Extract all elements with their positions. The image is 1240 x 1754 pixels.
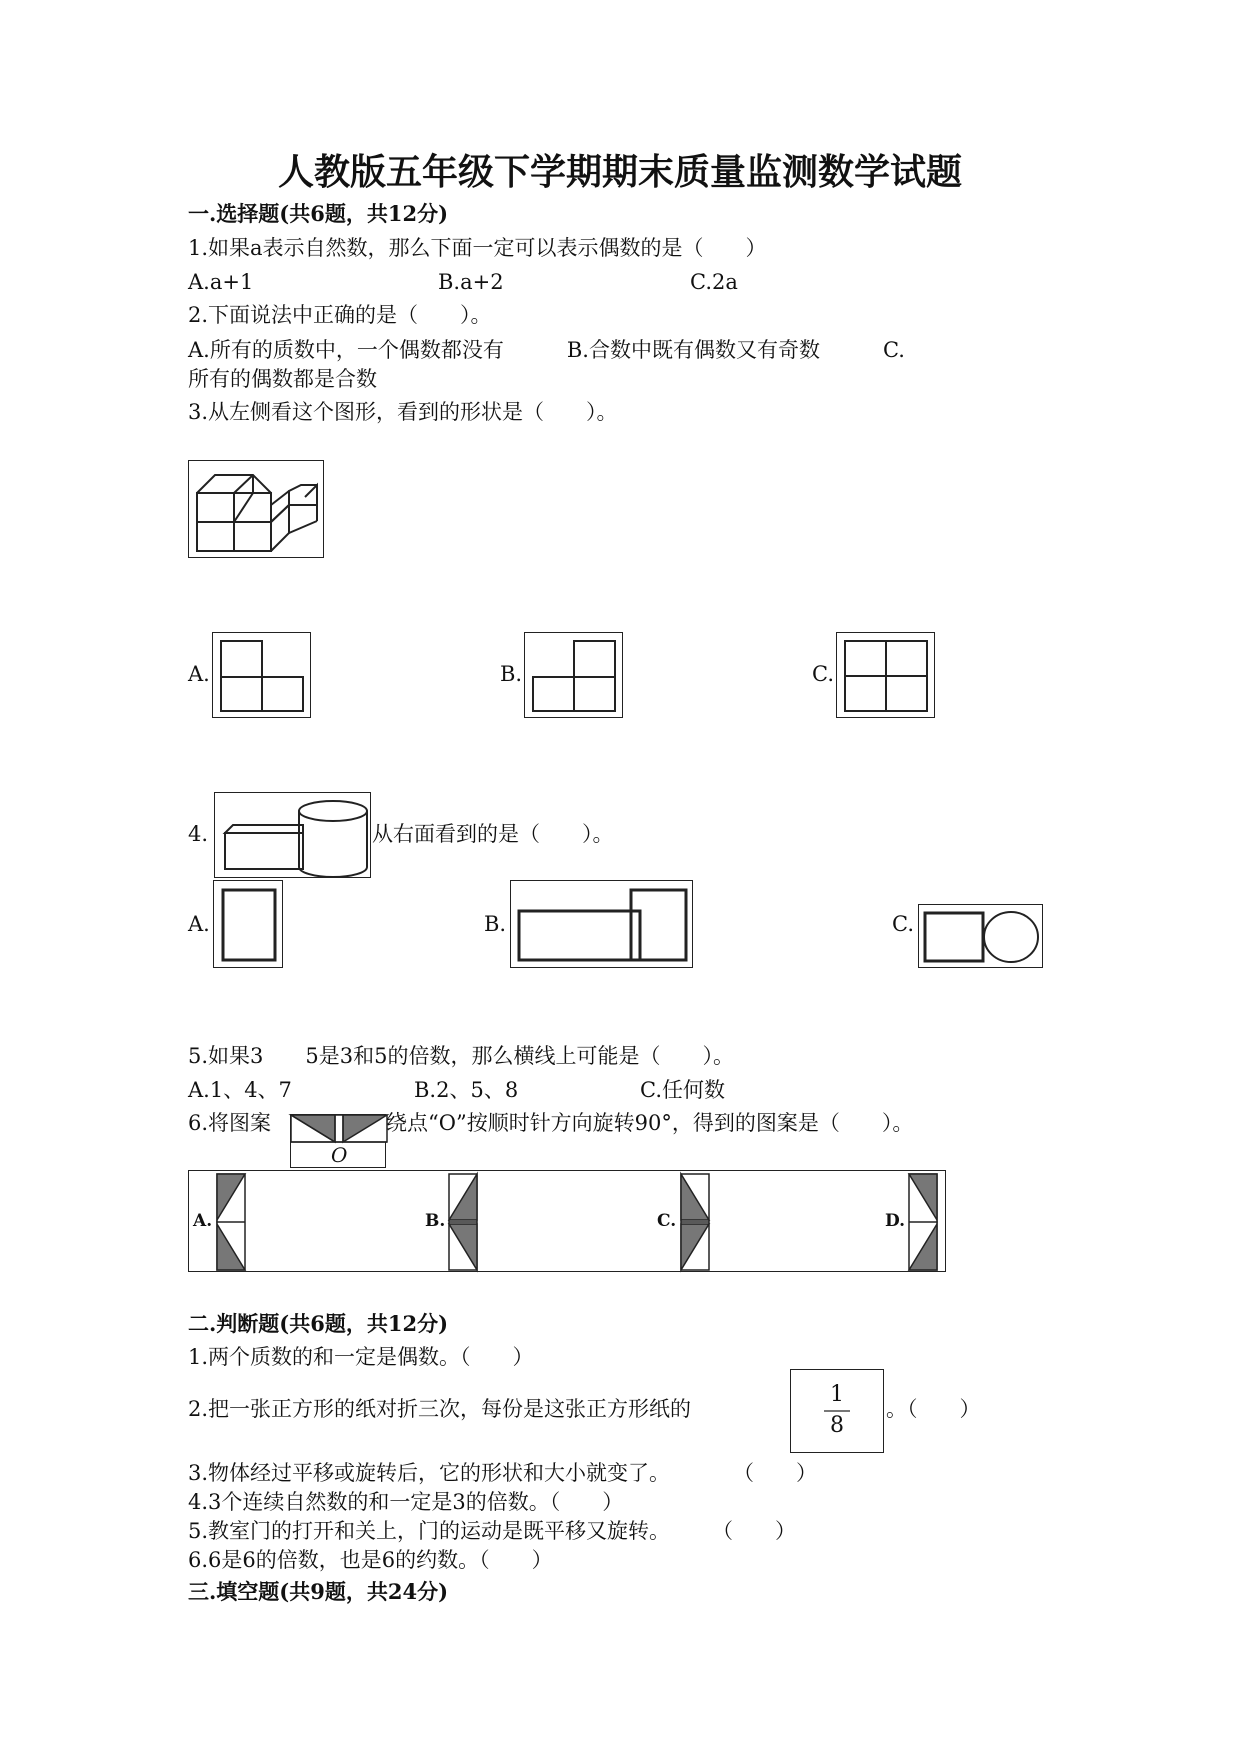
- q2-text: 2.下面说法中正确的是（ ）。: [188, 303, 492, 327]
- q6-option-a-drawing: [217, 1174, 245, 1270]
- q5-text: 5.如果3 5是3和5的倍数，那么横线上可能是（ ）。: [188, 1044, 734, 1068]
- square-and-circle-drawing: [919, 905, 1044, 969]
- q3-option-a-label: A.: [188, 662, 210, 686]
- q4-figure: [214, 792, 371, 878]
- q4-option-a-label: A.: [188, 912, 210, 936]
- q3-option-b-label: B.: [500, 662, 523, 686]
- q3-cube-figure: [188, 460, 324, 558]
- q6-option-c-label: C.: [657, 1211, 677, 1231]
- q1-option-c: C.2a: [690, 270, 738, 294]
- q6-option-b-label: B.: [425, 1211, 446, 1231]
- q6-options-strip: [188, 1170, 946, 1272]
- section1-heading: 一.选择题(共6题，共12分): [188, 201, 449, 226]
- q6-option-d-label: D.: [885, 1211, 906, 1231]
- judge-q5: 5.教室门的打开和关上，门的运动是既平移又旋转。 （ ）: [188, 1519, 797, 1543]
- judge-q2-pre: 2.把一张正方形的纸对折三次，每份是这张正方形纸的: [188, 1397, 692, 1421]
- q5-option-b: B.2、5、8: [414, 1078, 519, 1102]
- l-shape-right-drawing: [525, 633, 624, 719]
- judge-q2-post: 。（ ）: [886, 1397, 981, 1421]
- four-squares-drawing: [837, 633, 936, 719]
- q4-number: 4.: [188, 822, 209, 846]
- q6-pattern-figure: [290, 1114, 386, 1168]
- judge-q4: 4.3个连续自然数的和一定是3的倍数。（ ）: [188, 1490, 624, 1514]
- q4-option-c-figure: [918, 904, 1043, 968]
- q1-option-a: A.a+1: [188, 270, 254, 294]
- tall-rectangle-drawing: [214, 881, 284, 969]
- section3-heading: 三.填空题(共9题，共24分): [188, 1579, 449, 1604]
- judge-q1: 1.两个质数的和一定是偶数。（ ）: [188, 1345, 534, 1369]
- fraction-box: [790, 1369, 884, 1453]
- q3-option-c-label: C.: [812, 662, 834, 686]
- section2-heading: 二.判断题(共6题，共12分): [188, 1311, 449, 1336]
- q3-option-c-figure: [836, 632, 935, 718]
- q6-option-a-label: A.: [193, 1211, 213, 1231]
- judge-q6: 6.6是6的倍数，也是6的约数。（ ）: [188, 1548, 553, 1572]
- fraction-numerator: 1: [830, 1382, 844, 1407]
- q6-text-post: 绕点“O”按顺时针方向旋转90°，得到的图案是（ ）。: [386, 1111, 914, 1135]
- box-and-cylinder-drawing: [215, 793, 372, 879]
- q3-option-b-figure: [524, 632, 623, 718]
- q1-option-b: B.a+2: [438, 270, 504, 294]
- q4-option-a-figure: [213, 880, 283, 968]
- q1-text: 1.如果a表示自然数，那么下面一定可以表示偶数的是（ ）: [188, 236, 767, 260]
- q6-option-c-drawing: [681, 1174, 709, 1270]
- page-title: 人教版五年级下学期期末质量监测数学试题: [277, 151, 962, 193]
- judge-q3: 3.物体经过平移或旋转后，它的形状和大小就变了。 （ ）: [188, 1461, 818, 1485]
- q5-option-a: A.1、4、7: [188, 1078, 292, 1102]
- q4-option-b-label: B.: [484, 912, 507, 936]
- q4-option-b-figure: [510, 880, 693, 968]
- q3-option-a-figure: [212, 632, 311, 718]
- q2-options-line1: A.所有的质数中，一个偶数都没有 B.合数中既有偶数又有奇数 C.: [188, 338, 905, 362]
- q6-text-pre: 6.将图案: [188, 1111, 272, 1135]
- rectangles-drawing: [511, 881, 694, 969]
- q2-options-line2: 所有的偶数都是合数: [188, 367, 377, 391]
- q6-point-o: O: [331, 1143, 348, 1167]
- q3-text: 3.从左侧看这个图形，看到的形状是（ ）。: [188, 400, 618, 424]
- cube-stack-drawing: [189, 461, 325, 559]
- q4-option-c-label: C.: [892, 912, 914, 936]
- q6-option-b-drawing: [449, 1174, 477, 1270]
- q4-text: 从右面看到的是（ ）。: [372, 822, 614, 846]
- q6-option-d-drawing: [909, 1174, 937, 1270]
- l-shape-left-drawing: [213, 633, 312, 719]
- q5-option-c: C.任何数: [640, 1078, 725, 1102]
- fraction-denominator: 8: [830, 1413, 844, 1438]
- fraction-bar: [824, 1410, 850, 1412]
